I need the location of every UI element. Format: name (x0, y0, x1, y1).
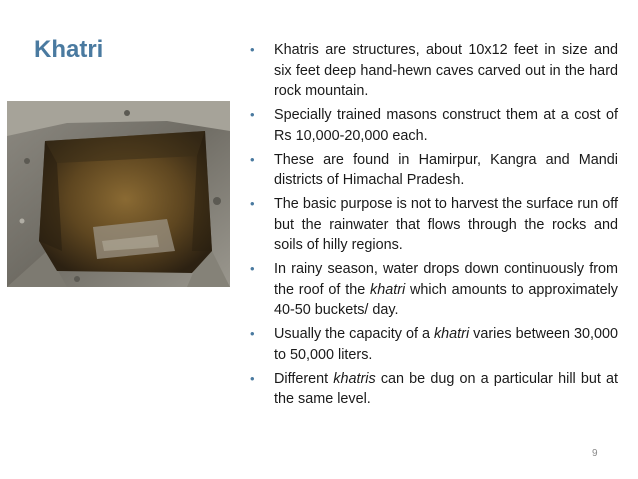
bullet-text: In rainy season, water drops down continuously from the roof of the (274, 261, 618, 298)
bullet-text: can be dug on a particular hill but at the same level. (274, 370, 619, 407)
bullet-list (248, 40, 618, 410)
slide-title: Khatri (34, 36, 104, 63)
bullet-text: Khatris are structures, about 10x12 feet in size and six feet deep hand-hewn caves carved out in the hard rock mountain. (274, 42, 618, 99)
bullet-text-italic: khatri (370, 281, 406, 298)
bullet-icon: • (250, 151, 255, 167)
bullet-content (248, 40, 618, 413)
bullet-text: which amounts to approximately 40-50 buckets/ day. (274, 281, 618, 318)
bullet-item (248, 259, 618, 321)
bullet-icon: • (250, 107, 255, 122)
bullet-text-italic: khatris (333, 370, 376, 387)
bullet-text: Usually the capacity of a (274, 326, 434, 342)
bullet-item (248, 150, 618, 191)
bullet-text: varies between 30,000 to 50,000 liters. (274, 326, 618, 363)
bullet-item (248, 369, 618, 410)
bullet-icon: • (250, 326, 255, 341)
bullet-icon: • (250, 42, 255, 57)
bullet-text: The basic purpose is not to harvest the surface run off but the rainwater that flows through the rocks and soils of hilly regions. (274, 196, 618, 253)
bullet-icon: • (250, 196, 255, 211)
bullet-text-italic: khatri (433, 326, 470, 342)
page-number: 9 (592, 448, 598, 459)
bullet-item (248, 105, 618, 146)
bullet-icon: • (250, 261, 255, 276)
bullet-text: Specially trained masons construct them at a cost of Rs 10,000-20,000 each. (274, 107, 618, 144)
bullet-item (248, 40, 618, 102)
bullet-item (248, 194, 618, 256)
khatri-photo (7, 101, 230, 287)
bullet-icon: • (250, 370, 255, 386)
bullet-text: These are found in Hamirpur, Kangra and Mandi districts of Himachal Pradesh. (274, 151, 618, 188)
bullet-item (248, 324, 618, 365)
bullet-text: Different (274, 370, 334, 387)
